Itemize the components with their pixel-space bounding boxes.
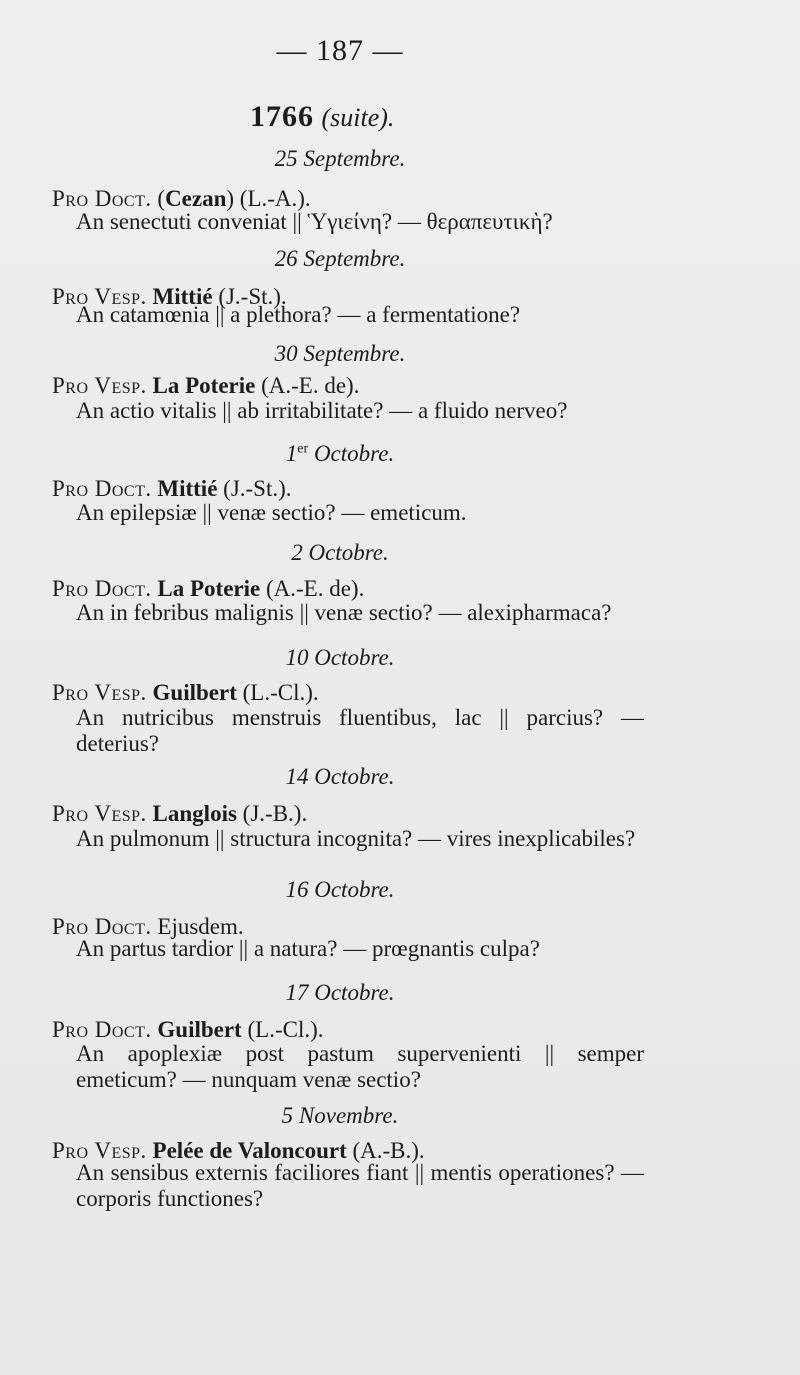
entry-question: An pulmonum || structura incognita? — vires inexplicabiles? — [76, 826, 636, 851]
entry-question: An nutricibus menstruis fluentibus, lac || parcius? — deterius? — [76, 705, 644, 756]
entry-date: 26 Septembre. — [274, 246, 406, 271]
entry-question: An epilepsiæ || venæ sectio? — emeticum. — [76, 500, 467, 525]
entry-date: 16 Octobre. — [285, 877, 395, 902]
year-number: 1766 — [250, 100, 314, 133]
entry-heading: Pro Vesp. Guilbert (L.-Cl.). — [52, 680, 319, 705]
entry-question: An in febribus malignis || venæ sectio? — alexipharmaca? — [76, 600, 612, 625]
entry-heading: Pro Doct. Guilbert (L.-Cl.). — [52, 1017, 324, 1042]
entry-date: 10 Octobre. — [285, 645, 395, 670]
entry-date: 25 Septembre. — [274, 146, 406, 171]
entry-heading: Pro Vesp. Mittié (J.-St.). — [52, 284, 287, 309]
entry-date: 1er Octobre. — [285, 441, 395, 466]
entry-date: 14 Octobre. — [285, 764, 395, 789]
entry-heading: Pro Doct. La Poterie (A.-E. de). — [52, 576, 365, 601]
entry-date: 17 Octobre. — [285, 980, 395, 1005]
entry-date: 30 Septembre. — [274, 341, 406, 366]
entry-heading: Pro Doct. Mittié (J.-St.). — [52, 476, 292, 501]
entry-heading: Pro Doct. Ejusdem. — [52, 914, 244, 939]
page-number: — 187 — — [276, 34, 404, 67]
entry-question: An partus tardior || a natura? — prœgnantis culpa? — [76, 936, 540, 961]
entry-question: An sensibus externis faciliores fiant || mentis operationes? — corporis functiones? — [76, 1160, 644, 1211]
entry-question: An apoplexiæ post pastum supervenienti || semper emeticum? — nunquam venæ sectio? — [76, 1041, 644, 1092]
entry-question: An actio vitalis || ab irritabilitate? — a fluido nerveo? — [76, 398, 568, 423]
entry-question: An catamœnia || a plethora? — a fermentatione? — [76, 302, 521, 327]
entry-heading: Pro Vesp. Langlois (J.-B.). — [52, 801, 308, 826]
entry-heading: Pro Vesp. Pelée de Valoncourt (A.-B.). — [52, 1138, 425, 1163]
entry-date: 2 Octobre. — [291, 540, 389, 565]
year-suffix: (suite). — [321, 103, 395, 132]
year-heading — [250, 100, 394, 134]
entry-question: An senectuti conveniat || Ὑγιείνη? — θεραπευτικὴ? — [76, 209, 553, 234]
entry-heading: Pro Doct. (Cezan) (L.-A.). — [52, 186, 311, 211]
entry-heading: Pro Vesp. La Poterie (A.-E. de). — [52, 373, 360, 398]
entry-date: 5 Novembre. — [281, 1103, 399, 1128]
